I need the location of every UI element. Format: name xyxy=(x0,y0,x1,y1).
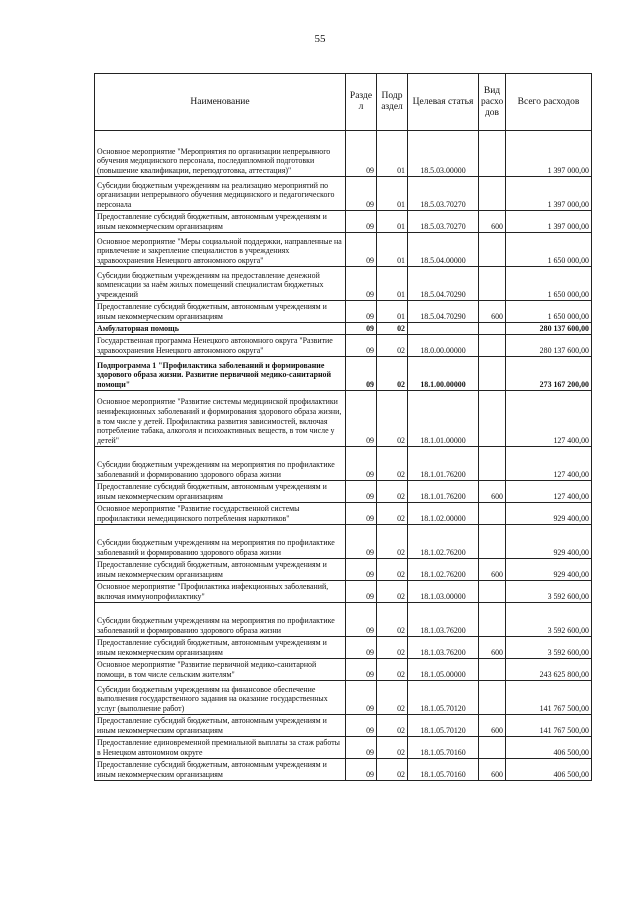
cell-expense-kind: 600 xyxy=(479,715,506,737)
cell-expense-kind xyxy=(479,131,506,177)
cell-total: 1 397 000,00 xyxy=(506,211,592,233)
cell-name: Субсидии бюджетным учреждениям на мероприятия по профилактике заболеваний и формированию здорового образа жизни xyxy=(95,447,346,481)
cell-name: Субсидии бюджетным учреждениям на реализацию мероприятий по организации непрерывного обучения медицинского и педагогического персонала xyxy=(95,177,346,211)
cell-target-article: 18.1.02.00000 xyxy=(408,503,479,525)
cell-section: 09 xyxy=(346,637,377,659)
cell-name: Предоставление субсидий бюджетным, автономным учреждениям и иным некоммерческим организациям xyxy=(95,481,346,503)
cell-subsection: 02 xyxy=(377,681,408,715)
cell-section: 09 xyxy=(346,681,377,715)
cell-subsection: 02 xyxy=(377,715,408,737)
cell-subsection: 02 xyxy=(377,559,408,581)
table-row xyxy=(95,233,592,267)
table-row xyxy=(95,131,592,177)
cell-subsection: 01 xyxy=(377,177,408,211)
cell-total: 127 400,00 xyxy=(506,391,592,447)
cell-subsection: 02 xyxy=(377,335,408,357)
cell-name: Основное мероприятие "Развитие государственной системы профилактики немедицинского потребления наркотиков" xyxy=(95,503,346,525)
cell-target-article: 18.5.04.70290 xyxy=(408,267,479,301)
cell-target-article: 18.5.04.00000 xyxy=(408,233,479,267)
cell-total: 1 650 000,00 xyxy=(506,267,592,301)
cell-total: 406 500,00 xyxy=(506,737,592,759)
cell-target-article: 18.1.03.76200 xyxy=(408,603,479,637)
table-row xyxy=(95,503,592,525)
cell-section: 09 xyxy=(346,233,377,267)
cell-subsection: 02 xyxy=(377,323,408,335)
cell-name: Предоставление субсидий бюджетным, автономным учреждениям и иным некоммерческим организациям xyxy=(95,211,346,233)
cell-target-article: 18.1.01.76200 xyxy=(408,481,479,503)
table-row xyxy=(95,559,592,581)
cell-target-article: 18.1.01.76200 xyxy=(408,447,479,481)
cell-expense-kind xyxy=(479,681,506,715)
cell-total: 280 137 600,00 xyxy=(506,335,592,357)
table-header-row xyxy=(95,74,592,131)
cell-name: Предоставление субсидий бюджетным, автономным учреждениям и иным некоммерческим организациям xyxy=(95,637,346,659)
cell-name: Подпрограмма 1 "Профилактика заболеваний и формирование здорового образа жизни. Развитие первичной медико-санитарной помощи" xyxy=(95,357,346,391)
table-row xyxy=(95,525,592,559)
table-row xyxy=(95,177,592,211)
cell-expense-kind: 600 xyxy=(479,211,506,233)
cell-target-article: 18.0.00.00000 xyxy=(408,335,479,357)
cell-subsection: 02 xyxy=(377,637,408,659)
cell-total: 141 767 500,00 xyxy=(506,715,592,737)
cell-section: 09 xyxy=(346,391,377,447)
table-row xyxy=(95,301,592,323)
cell-target-article: 18.1.05.70160 xyxy=(408,737,479,759)
cell-section: 09 xyxy=(346,267,377,301)
cell-subsection: 02 xyxy=(377,391,408,447)
cell-subsection: 02 xyxy=(377,447,408,481)
cell-expense-kind xyxy=(479,525,506,559)
cell-name: Основное мероприятие "Мероприятия по организации непрерывного обучения медицинского персонала, последипломной подготовки (повышение квалификации, переподготовка, аттестация)" xyxy=(95,131,346,177)
table-row xyxy=(95,447,592,481)
cell-subsection: 02 xyxy=(377,659,408,681)
cell-total: 1 650 000,00 xyxy=(506,301,592,323)
header-kind: Вид расхо дов xyxy=(479,74,506,131)
cell-subsection: 01 xyxy=(377,301,408,323)
cell-total: 127 400,00 xyxy=(506,447,592,481)
cell-name: Субсидии бюджетным учреждениям на мероприятия по профилактике заболеваний и формированию здорового образа жизни xyxy=(95,603,346,637)
table-row xyxy=(95,637,592,659)
cell-name: Основное мероприятие "Меры социальной поддержки, направленные на привлечение и закрепление специалистов в учреждениях здравоохранения Ненецкого автономного округа" xyxy=(95,233,346,267)
table-row xyxy=(95,659,592,681)
cell-total: 280 137 600,00 xyxy=(506,323,592,335)
cell-subsection: 01 xyxy=(377,211,408,233)
cell-section: 09 xyxy=(346,447,377,481)
cell-expense-kind: 600 xyxy=(479,637,506,659)
cell-section: 09 xyxy=(346,177,377,211)
cell-total: 3 592 600,00 xyxy=(506,603,592,637)
cell-section: 09 xyxy=(346,559,377,581)
cell-total: 1 397 000,00 xyxy=(506,177,592,211)
cell-section: 09 xyxy=(346,581,377,603)
cell-total: 3 592 600,00 xyxy=(506,637,592,659)
cell-name: Предоставление субсидий бюджетным, автономным учреждениям и иным некоммерческим организациям xyxy=(95,759,346,781)
cell-total: 273 167 200,00 xyxy=(506,357,592,391)
cell-section: 09 xyxy=(346,715,377,737)
budget-table xyxy=(94,73,592,781)
cell-expense-kind xyxy=(479,357,506,391)
cell-expense-kind xyxy=(479,177,506,211)
cell-section: 09 xyxy=(346,525,377,559)
table-row xyxy=(95,267,592,301)
cell-target-article: 18.1.03.76200 xyxy=(408,637,479,659)
cell-target-article: 18.5.04.70290 xyxy=(408,301,479,323)
cell-subsection: 02 xyxy=(377,759,408,781)
cell-expense-kind xyxy=(479,233,506,267)
cell-target-article: 18.1.05.70120 xyxy=(408,715,479,737)
cell-subsection: 02 xyxy=(377,603,408,637)
table-row xyxy=(95,759,592,781)
table-row xyxy=(95,481,592,503)
cell-target-article: 18.1.01.00000 xyxy=(408,391,479,447)
cell-name: Субсидии бюджетным учреждениям на мероприятия по профилактике заболеваний и формированию здорового образа жизни xyxy=(95,525,346,559)
cell-target-article: 18.5.03.00000 xyxy=(408,131,479,177)
cell-name: Основное мероприятие "Профилактика инфекционных заболеваний, включая иммунопрофилактику" xyxy=(95,581,346,603)
cell-target-article: 18.5.03.70270 xyxy=(408,211,479,233)
page-number: 55 xyxy=(314,33,326,45)
header-section: Разде л xyxy=(346,74,377,131)
table-body xyxy=(95,131,592,781)
header-name: Наименование xyxy=(95,74,346,131)
table-row xyxy=(95,603,592,637)
cell-name: Субсидии бюджетным учреждениям на предоставление денежной компенсации за наём жилых помещений специалистам бюджетных учреждений xyxy=(95,267,346,301)
table-row xyxy=(95,737,592,759)
cell-subsection: 02 xyxy=(377,581,408,603)
cell-expense-kind xyxy=(479,447,506,481)
cell-expense-kind xyxy=(479,603,506,637)
cell-section: 09 xyxy=(346,335,377,357)
cell-subsection: 01 xyxy=(377,267,408,301)
cell-expense-kind: 600 xyxy=(479,559,506,581)
cell-name: Предоставление субсидий бюджетным, автономным учреждениям и иным некоммерческим организациям xyxy=(95,559,346,581)
cell-name: Амбулаторная помощь xyxy=(95,323,346,335)
cell-target-article xyxy=(408,323,479,335)
header-total: Всего расходов xyxy=(506,74,592,131)
table-row xyxy=(95,581,592,603)
cell-expense-kind xyxy=(479,503,506,525)
cell-total: 1 650 000,00 xyxy=(506,233,592,267)
cell-expense-kind xyxy=(479,737,506,759)
header-target: Целевая статья xyxy=(408,74,479,131)
cell-section: 09 xyxy=(346,323,377,335)
cell-section: 09 xyxy=(346,131,377,177)
cell-total: 1 397 000,00 xyxy=(506,131,592,177)
cell-subsection: 02 xyxy=(377,503,408,525)
cell-subsection: 02 xyxy=(377,737,408,759)
cell-total: 929 400,00 xyxy=(506,525,592,559)
table-row xyxy=(95,211,592,233)
cell-name: Предоставление субсидий бюджетным, автономным учреждениям и иным некоммерческим организациям xyxy=(95,301,346,323)
cell-name: Предоставление субсидий бюджетным, автономным учреждениям и иным некоммерческим организациям xyxy=(95,715,346,737)
cell-expense-kind: 600 xyxy=(479,481,506,503)
cell-name: Государственная программа Ненецкого автономного округа "Развитие здравоохранения Ненецкого автономного округа" xyxy=(95,335,346,357)
cell-total: 141 767 500,00 xyxy=(506,681,592,715)
cell-section: 09 xyxy=(346,503,377,525)
cell-target-article: 18.5.03.70270 xyxy=(408,177,479,211)
cell-total: 127 400,00 xyxy=(506,481,592,503)
cell-target-article: 18.1.05.70120 xyxy=(408,681,479,715)
header-subsection: Подр аздел xyxy=(377,74,408,131)
cell-subsection: 01 xyxy=(377,233,408,267)
cell-section: 09 xyxy=(346,301,377,323)
cell-name: Основное мероприятие "Развитие первичной медико-санитарной помощи, в том числе сельским жителям" xyxy=(95,659,346,681)
cell-total: 929 400,00 xyxy=(506,559,592,581)
cell-expense-kind xyxy=(479,267,506,301)
table-row xyxy=(95,391,592,447)
cell-target-article: 18.1.00.00000 xyxy=(408,357,479,391)
cell-expense-kind xyxy=(479,391,506,447)
cell-section: 09 xyxy=(346,759,377,781)
cell-section: 09 xyxy=(346,211,377,233)
cell-section: 09 xyxy=(346,357,377,391)
table-row xyxy=(95,715,592,737)
table-row xyxy=(95,323,592,335)
cell-expense-kind xyxy=(479,581,506,603)
cell-name: Предоставление единовременной премиальной выплаты за стаж работы в Ненецком автономном округе xyxy=(95,737,346,759)
cell-target-article: 18.1.02.76200 xyxy=(408,559,479,581)
cell-name: Основное мероприятие "Развитие системы медицинской профилактики неинфекционных заболеваний и формирования здорового образа жизни, в том числе у детей. Профилактика развития зависимостей, включая потребление табака, алкоголя и психоактивных веществ, в том числе у детей" xyxy=(95,391,346,447)
cell-expense-kind xyxy=(479,323,506,335)
cell-target-article: 18.1.05.00000 xyxy=(408,659,479,681)
table-row xyxy=(95,335,592,357)
cell-subsection: 01 xyxy=(377,131,408,177)
cell-section: 09 xyxy=(346,603,377,637)
cell-total: 3 592 600,00 xyxy=(506,581,592,603)
cell-expense-kind: 600 xyxy=(479,759,506,781)
cell-subsection: 02 xyxy=(377,525,408,559)
cell-subsection: 02 xyxy=(377,357,408,391)
cell-section: 09 xyxy=(346,737,377,759)
cell-total: 929 400,00 xyxy=(506,503,592,525)
cell-section: 09 xyxy=(346,481,377,503)
cell-expense-kind: 600 xyxy=(479,301,506,323)
cell-total: 243 625 800,00 xyxy=(506,659,592,681)
cell-total: 406 500,00 xyxy=(506,759,592,781)
cell-target-article: 18.1.05.70160 xyxy=(408,759,479,781)
cell-target-article: 18.1.02.76200 xyxy=(408,525,479,559)
cell-expense-kind xyxy=(479,659,506,681)
cell-target-article: 18.1.03.00000 xyxy=(408,581,479,603)
cell-name: Субсидии бюджетным учреждениям на финансовое обеспечение выполнения государственного задания на оказание государственных услуг (выполнение работ) xyxy=(95,681,346,715)
table-row xyxy=(95,357,592,391)
cell-section: 09 xyxy=(346,659,377,681)
cell-subsection: 02 xyxy=(377,481,408,503)
table-row xyxy=(95,681,592,715)
cell-expense-kind xyxy=(479,335,506,357)
